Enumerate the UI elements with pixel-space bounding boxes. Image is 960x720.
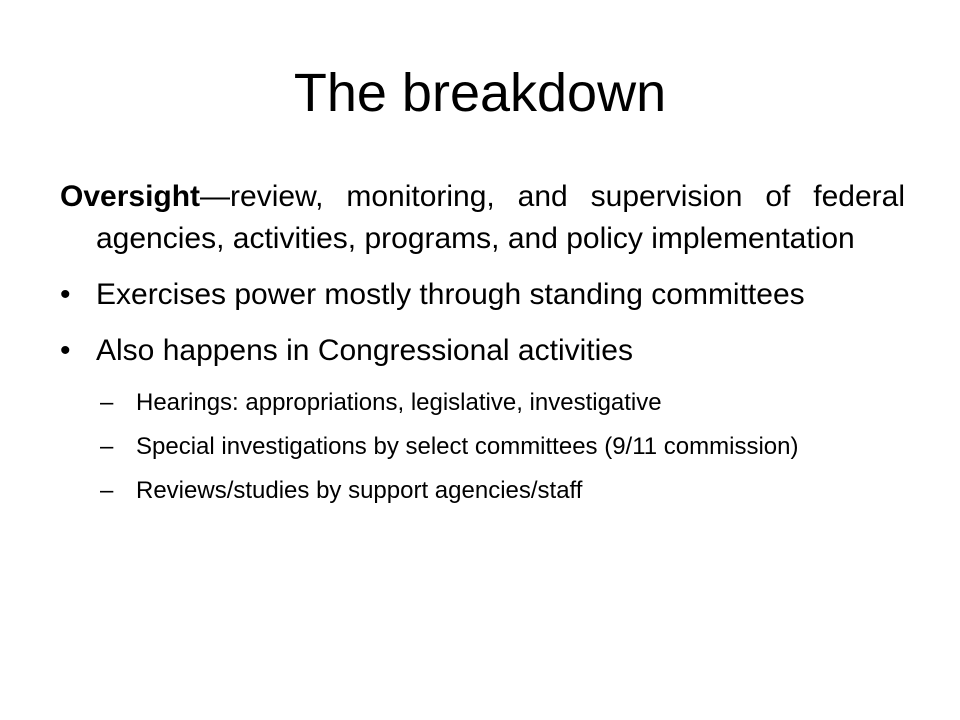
- sub-bullet-text: Hearings: appropriations, legislative, investigative: [136, 389, 662, 416]
- sub-bullet-item: [100, 474, 905, 507]
- sub-bullet-marker: –: [100, 389, 114, 416]
- bullet-item: [60, 274, 905, 316]
- sub-bullet-marker: –: [100, 477, 114, 504]
- definition-text: —review, monitoring, and supervision of federal agencies, activities, programs, and policy implementation: [96, 180, 905, 255]
- definition-term: Oversight: [60, 180, 201, 213]
- bullet-item: [60, 330, 905, 372]
- sub-bullet-item: [100, 386, 905, 419]
- bullet-text: Exercises power mostly through standing committees: [96, 278, 805, 311]
- bullet-marker: •: [60, 334, 71, 367]
- sub-bullet-text: Reviews/studies by support agencies/staff: [136, 477, 583, 504]
- slide-title: The breakdown: [293, 63, 667, 123]
- bullet-marker: •: [60, 278, 71, 311]
- bullet-text: Also happens in Congressional activities: [96, 334, 633, 367]
- slide-body: [60, 176, 905, 518]
- definition-paragraph: [60, 176, 905, 260]
- sub-bullet-item: [100, 430, 905, 463]
- sub-bullet-text: Special investigations by select committees (9/11 commission): [136, 433, 799, 460]
- sub-bullet-marker: –: [100, 433, 114, 460]
